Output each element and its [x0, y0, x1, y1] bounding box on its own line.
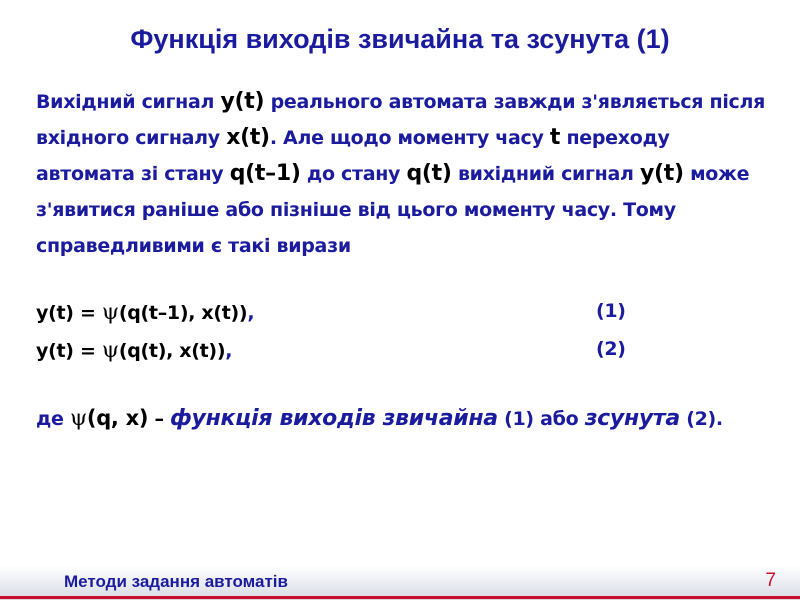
conclusion-psi: ψ — [69, 406, 87, 431]
formula-2-rhs: (q(t), x(t)) — [118, 340, 226, 362]
math-symbol: x(t) — [226, 125, 270, 150]
formula-1-lhs: y(t) = — [36, 302, 102, 324]
formula-1 — [36, 300, 636, 330]
conclusion-ref-2: (2). — [679, 408, 723, 430]
math-symbol: y(t) — [220, 89, 265, 114]
body-text-segment: Вихідний сигнал — [36, 91, 221, 113]
formula-1-rhs: (q(t–1), x(t)) — [118, 302, 248, 324]
footer-accent-line — [0, 596, 800, 599]
formula-1-expression — [36, 300, 254, 325]
footer-title: Методи задання автоматів — [64, 572, 288, 591]
body-paragraph — [36, 84, 766, 264]
math-symbol: q(t) — [406, 161, 452, 186]
formula-1-psi: ψ — [101, 300, 119, 325]
body-text-segment: . Але щодо моменту часу — [269, 127, 550, 149]
math-symbol: y(t) — [639, 161, 684, 186]
formula-2-expression — [36, 338, 232, 363]
conclusion-prefix: де — [36, 408, 70, 430]
body-text-segment: переходу автомата зі стану — [36, 127, 670, 185]
formula-2-psi: ψ — [101, 338, 119, 363]
conclusion-args: (q, x) — [86, 406, 149, 430]
term-ordinary: функція виходів звичайна — [170, 406, 498, 431]
conclusion-dash: – — [148, 408, 171, 430]
body-text-segment: реального автомата завжди з'являється після вхідного сигналу — [36, 91, 766, 149]
body-text-segment: може з'явитися раніше або пізніше від цього моменту часу. Тому справедливими є такі вирази — [36, 163, 750, 257]
formula-1-number: (1) — [596, 300, 626, 322]
math-symbol: t — [549, 125, 561, 150]
formula-2-comma: , — [225, 340, 233, 362]
slide-body — [36, 84, 766, 264]
formula-2 — [36, 338, 636, 368]
body-text-segment: вихідний сигнал — [451, 163, 640, 185]
formula-2-lhs: y(t) = — [36, 340, 102, 362]
conclusion-paragraph — [36, 400, 766, 437]
math-symbol: q(t–1) — [229, 161, 301, 186]
formula-1-comma: , — [247, 302, 255, 324]
conclusion-ref-1: (1) або — [497, 408, 585, 430]
page-number: 7 — [765, 570, 776, 591]
formula-2-number: (2) — [596, 338, 626, 360]
term-shifted: зсунута — [584, 406, 680, 431]
body-text-segment: до стану — [300, 163, 407, 185]
slide-title: Функція виходів звичайна та зсунута (1) — [130, 24, 670, 54]
